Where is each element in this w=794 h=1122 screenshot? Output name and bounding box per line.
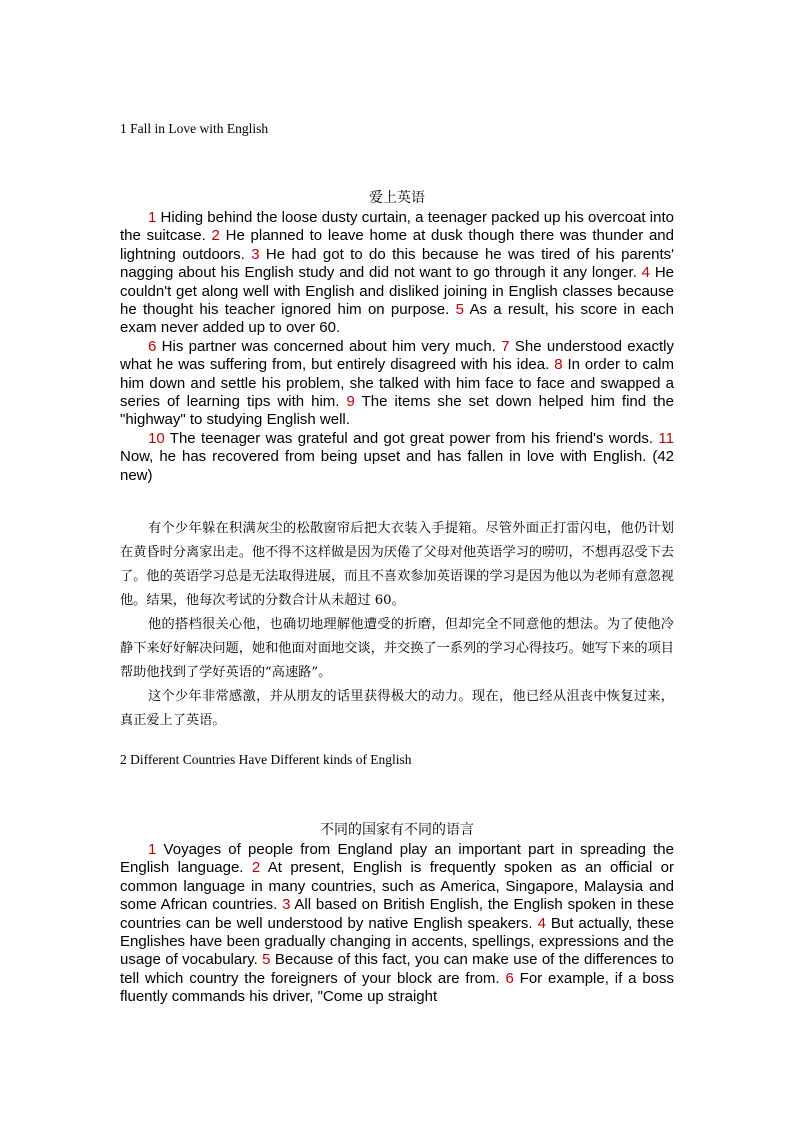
sentence-text: Hiding behind the loose dusty curtain, a teenager packed up his overcoat into the suitcase. bbox=[120, 209, 674, 245]
sentence-number: 9 bbox=[346, 393, 355, 411]
section-1-english-text bbox=[120, 209, 674, 485]
chinese-paragraph: 这个少年非常感激，并从朋友的话里获得极大的动力。现在，他已经从沮丧中恢复过来，真正爱上了英语。 bbox=[120, 689, 674, 728]
sentence-number: 4 bbox=[641, 264, 651, 282]
section-1-chinese-translation bbox=[120, 517, 674, 733]
english-paragraph bbox=[120, 338, 674, 430]
sentence-number: 10 bbox=[148, 429, 165, 447]
sentence-text: The items she set down helped him find the "highway" to studying English well. bbox=[120, 393, 674, 429]
sentence-number: 3 bbox=[282, 896, 291, 914]
sentence-number: 8 bbox=[554, 356, 563, 374]
sentence-text: She understood exactly what he was suffering from, but entirely disagreed with his idea. bbox=[120, 337, 674, 374]
sentence-text: As a result, his score in each exam never added up to over 60. bbox=[120, 301, 674, 337]
section-2-english-text bbox=[120, 841, 674, 1007]
sentence-text: Now, he has recovered from being upset and has fallen in love with English. (42 new) bbox=[120, 448, 674, 484]
sentence-text: All based on British English, the English spoken in these countries can be well understood by native English speakers. bbox=[120, 896, 674, 932]
section-2-chinese-title: 不同的国家有不同的语言 bbox=[320, 822, 474, 838]
sentence-text: For example, if a boss fluently commands his driver, "Come up straight bbox=[120, 969, 674, 1006]
english-paragraph bbox=[120, 209, 674, 338]
sentence-number: 11 bbox=[658, 429, 674, 447]
sentence-text: The teenager was grateful and got great power from his friend's words. bbox=[164, 429, 659, 447]
sentence-number: 7 bbox=[501, 337, 510, 355]
sentence-text: In order to calm him down and settle his problem, she talked with him face to face and swapped a series of learning tips with him. bbox=[120, 356, 674, 411]
sentence-number: 6 bbox=[148, 337, 157, 355]
sentence-number: 6 bbox=[505, 969, 514, 987]
english-paragraph bbox=[120, 841, 674, 1007]
sentence-text: He couldn't get along well with English and disliked joining in English classes because he thought his teacher ignored him on purpose. bbox=[120, 264, 675, 319]
sentence-text: Because of this fact, you can make use of the differences to tell which country the foreigners of your block are from. bbox=[120, 951, 674, 987]
sentence-number: 1 bbox=[148, 841, 157, 858]
sentence-number: 2 bbox=[211, 227, 220, 245]
sentence-number: 5 bbox=[262, 951, 271, 969]
section-2-title: 2 Different Countries Have Different kinds of English bbox=[120, 752, 412, 767]
english-paragraph bbox=[120, 430, 674, 485]
sentence-text: He planned to leave home at dusk though there was thunder and lightning outdoors. bbox=[120, 227, 674, 263]
sentence-text: At present, English is frequently spoken as an official or common language in many countries, such as America, Singapore, Malaysia and some African countries. bbox=[120, 859, 674, 914]
sentence-text: His partner was concerned about him very much. bbox=[156, 337, 502, 355]
sentence-number: 4 bbox=[537, 914, 546, 932]
sentence-number: 2 bbox=[251, 859, 261, 877]
sentence-number: 1 bbox=[148, 209, 157, 226]
sentence-text: But actually, these Englishes have been gradually changing in accents, spellings, expressions and the usage of vocabulary. bbox=[120, 914, 674, 969]
sentence-text: Voyages of people from England play an important part in spreading the English language. bbox=[120, 841, 674, 877]
sentence-number: 5 bbox=[455, 301, 464, 319]
chinese-paragraph: 有个少年躲在积满灰尘的松散窗帘后把大衣装入手提箱。尽管外面正打雷闪电，他仍计划在黄昏时分离家出走。他不得不这样做是因为厌倦了父母对他英语学习的唠叨，不想再忍受下去了。他的英语学习总是无法取得进展，而且不喜欢参加英语课的学习是因为他以为老师有意忽视他。结果，他每次考试的分数合计从未超过 60。 bbox=[120, 521, 674, 608]
section-1-title: 1 Fall in Love with English bbox=[120, 121, 269, 136]
sentence-number: 3 bbox=[251, 245, 260, 263]
section-1-chinese-title: 爱上英语 bbox=[369, 190, 425, 206]
sentence-text: He had got to do this because he was tired of his parents' nagging about his English study and did not want to go through it any longer. bbox=[120, 245, 674, 282]
chinese-paragraph: 他的搭档很关心他，也确切地理解他遭受的折磨，但却完全不同意他的想法。为了使他冷静下来好好解决问题，她和他面对面地交谈，并交换了一系列的学习心得技巧。她写下来的项目帮助他找到了学好英语的“高速路”。 bbox=[120, 617, 674, 680]
